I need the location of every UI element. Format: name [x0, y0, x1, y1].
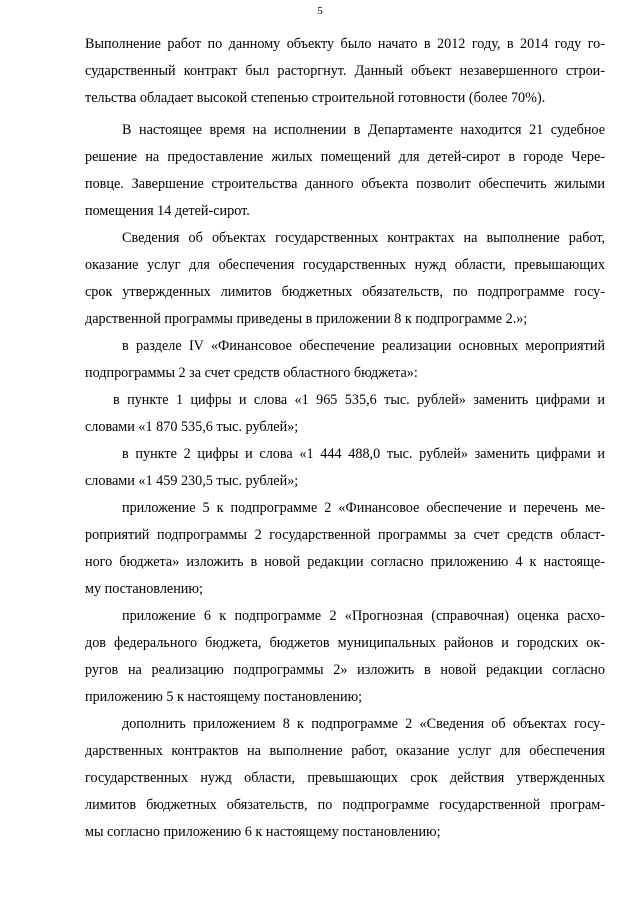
text-line: приложение 5 к подпрограмме 2 «Финансовое обеспечение и перечень ме- [122, 500, 605, 516]
text-line: мы согласно приложению 6 к настоящему постановлению; [85, 824, 441, 840]
text-line: в пункте 2 цифры и слова «1 444 488,0 тыс. рублей» заменить цифрами и [122, 446, 605, 462]
text-line: государственных нужд области, превышающих срок действия утвержденных [85, 770, 605, 786]
text-line: дов федерального бюджета, бюджетов муниципальных районов и городских ок- [85, 635, 605, 651]
text-line: роприятий подпрограммы 2 государственной программы за счет средств област- [85, 527, 605, 543]
text-line: ругов на реализацию подпрограммы 2» изложить в новой редакции согласно [85, 662, 605, 678]
page-number: 5 [317, 5, 323, 17]
text-line: помещения 14 детей-сирот. [85, 203, 250, 219]
text-line: дополнить приложением 8 к подпрограмме 2 «Сведения об объектах госу- [122, 716, 605, 732]
text-line: му постановлению; [85, 581, 203, 597]
text-line: срок утвержденных лимитов бюджетных обязательств, по подпрограмме госу- [85, 284, 605, 300]
text-line: сударственный контракт был расторгнут. Данный объект незавершенного строи- [85, 63, 605, 79]
text-line: Выполнение работ по данному объекту было начато в 2012 году, в 2014 году го- [85, 36, 605, 52]
text-line: словами «1 870 535,6 тыс. рублей»; [85, 419, 299, 435]
text-line: дарственной программы приведены в приложении 8 к подпрограмме 2.»; [85, 311, 528, 327]
text-line: лимитов бюджетных обязательств, по подпрограмме государственной програм- [85, 797, 605, 813]
text-line: словами «1 459 230,5 тыс. рублей»; [85, 473, 299, 489]
text-line: приложению 5 к настоящему постановлению; [85, 689, 363, 705]
text-line: решение на предоставление жилых помещений для детей-сирот в городе Чере- [85, 149, 605, 165]
text-line: подпрограммы 2 за счет средств областного бюджета»: [85, 365, 418, 381]
text-line: приложение 6 к подпрограмме 2 «Прогнозная (справочная) оценка расхо- [122, 608, 605, 624]
text-line: повце. Завершение строительства данного объекта позволит обеспечить жилыми [85, 176, 605, 192]
text-line: тельства обладает высокой степенью строительной готовности (более 70%). [85, 90, 546, 106]
text-line: в пункте 1 цифры и слова «1 965 535,6 тыс. рублей» заменить цифрами и [113, 392, 605, 408]
text-line: дарственных контрактов на выполнение работ, оказание услуг для обеспечения [85, 743, 605, 759]
text-line: Сведения об объектах государственных контрактах на выполнение работ, [122, 230, 605, 246]
text-line: оказание услуг для обеспечения государственных нужд области, превышающих [85, 257, 605, 273]
text-line: ного бюджета» изложить в новой редакции согласно приложению 4 к настояще- [85, 554, 605, 570]
text-line: В настоящее время на исполнении в Департаменте находится 21 судебное [122, 122, 605, 138]
text-line: в разделе IV «Финансовое обеспечение реализации основных мероприятий [122, 338, 605, 354]
